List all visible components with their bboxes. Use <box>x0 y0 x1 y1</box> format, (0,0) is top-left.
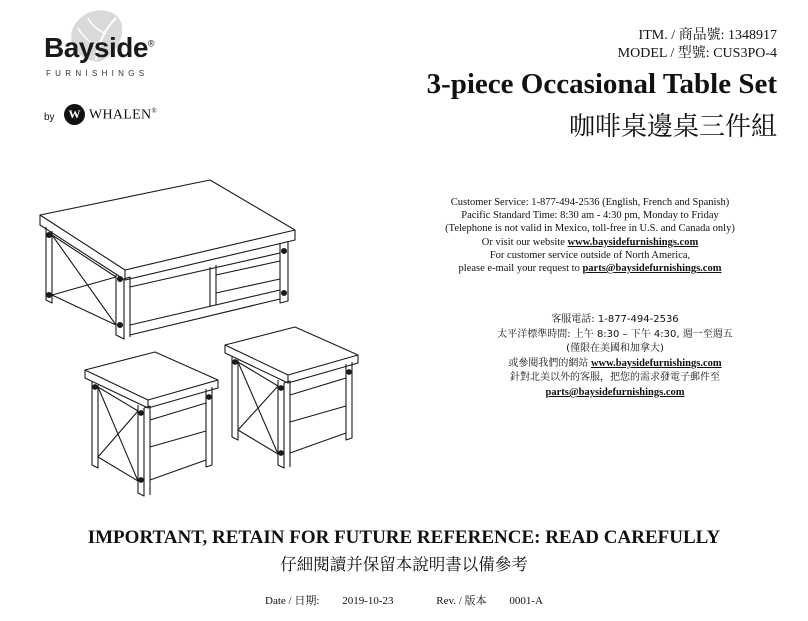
cs-line-email <box>395 262 785 275</box>
zh-website-prefix: 或參閱我們的網站 <box>508 357 589 369</box>
partner-name <box>89 107 157 124</box>
cs-line-phone: Customer Service: 1-877-494-2536 (English, French and Spanish) <box>450 197 730 208</box>
coffee-table-drawing <box>40 180 295 339</box>
model-number <box>618 42 777 62</box>
page-title: 3-piece Occasional Table Set <box>426 68 777 100</box>
date-value: 2019-10-23 <box>342 595 394 607</box>
model-value: CUS3PO-4 <box>713 46 777 61</box>
item-value: 1348917 <box>728 28 777 43</box>
item-label: ITM. / 商品號: <box>638 28 725 43</box>
partner-trademark: ® <box>151 107 158 115</box>
website-prefix: Or visit our website <box>481 236 565 248</box>
cs-zh-email-line: 針對北美以外的客服，把您的需求發電子郵件至 <box>510 372 720 384</box>
email-link[interactable]: parts@baysidefurnishings.com <box>582 263 722 275</box>
brand-logo <box>44 32 154 64</box>
cs-zh-phone: 客服電話: 1-877-494-2536 <box>551 314 679 325</box>
item-number <box>639 24 777 44</box>
customer-service-zh <box>470 313 760 401</box>
customer-service-en <box>395 196 785 275</box>
by-text: by <box>44 112 55 123</box>
cs-zh-validity: (僅限在美國和加拿大) <box>566 343 664 355</box>
rev-value: 0001-A <box>509 595 543 607</box>
end-table-right-drawing <box>225 327 358 468</box>
cs-line-validity: (Telephone is not valid in Mexico, toll-free in U.S. and Canada only) <box>445 223 735 235</box>
model-label: MODEL / 型號: <box>617 46 710 61</box>
partner-name-text: WHALEN <box>89 107 152 123</box>
cs-line-outside: For customer service outside of North America, <box>489 249 691 261</box>
whalen-logo-icon: W <box>64 104 85 125</box>
brand-trademark: ® <box>147 38 155 49</box>
cs-line-website <box>395 236 785 249</box>
important-notice: IMPORTANT, RETAIN FOR FUTURE REFERENCE: READ CAREFULLY <box>87 527 721 548</box>
rev-label: Rev. / 版本 <box>436 595 487 607</box>
page-title-zh: 咖啡桌邊桌三件組 <box>568 112 777 142</box>
website-link[interactable]: www.baysidefurnishings.com <box>567 236 699 248</box>
zh-email-link[interactable]: parts@baysidefurnishings.com <box>545 386 685 398</box>
zh-website-link[interactable]: www.baysidefurnishings.com <box>590 357 722 369</box>
cs-line-hours: Pacific Standard Time: 8:30 am - 4:30 pm, Monday to Friday <box>461 210 719 222</box>
table-set-illustration <box>30 175 370 505</box>
end-table-left-drawing <box>85 352 218 496</box>
brand-tagline: FURNISHINGS <box>46 69 149 78</box>
date-label: Date / 日期: <box>265 595 320 607</box>
cs-zh-email <box>470 386 760 401</box>
brand-name: Bayside <box>44 32 148 63</box>
document-footer <box>0 592 808 608</box>
important-notice-zh: 仔細閱讀并保留本說明書以備參考 <box>280 555 528 574</box>
email-prefix: please e-mail your request to <box>458 263 580 275</box>
cs-zh-hours: 太平洋標準時間: 上午 8:30 – 下午 4:30, 週一至週五 <box>497 328 733 340</box>
cs-zh-website <box>470 357 760 372</box>
date-field <box>255 595 403 607</box>
revision-field <box>426 595 553 607</box>
